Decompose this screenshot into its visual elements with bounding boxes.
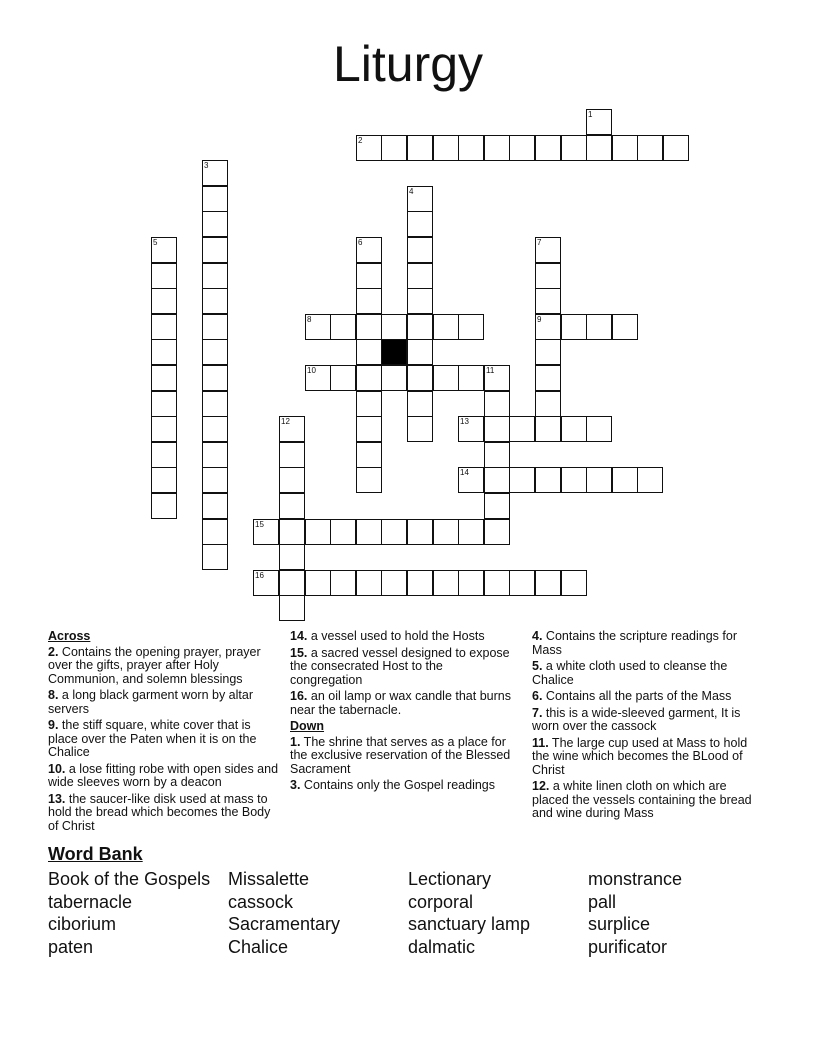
grid-cell[interactable]	[151, 416, 177, 442]
grid-cell[interactable]	[663, 135, 689, 161]
page-title: Liturgy	[332, 36, 484, 92]
grid-cell[interactable]	[458, 467, 484, 493]
clue-text: a vessel used to hold the Hosts	[307, 629, 485, 643]
grid-cell[interactable]	[202, 442, 228, 468]
grid-cell[interactable]	[253, 570, 279, 596]
grid-cell[interactable]	[356, 519, 382, 545]
clue	[48, 793, 280, 834]
clue-number: 5	[153, 238, 158, 247]
word-bank-item: sanctuary lamp	[408, 914, 531, 935]
grid-cell[interactable]	[151, 467, 177, 493]
clue-text: The shrine that serves as a place for the exclusive reservation of the Blessed Sacrament	[290, 734, 511, 776]
grid-cell[interactable]	[381, 570, 407, 596]
grid-cell[interactable]	[202, 493, 228, 519]
clue	[48, 719, 280, 760]
clue-number-label: 1.	[290, 734, 301, 749]
grid-cell[interactable]	[305, 314, 331, 340]
grid-cell[interactable]	[202, 314, 228, 340]
grid-cell[interactable]	[484, 135, 510, 161]
grid-cell[interactable]	[279, 416, 305, 442]
word-bank-item: Sacramentary	[228, 914, 341, 935]
word-bank-item: Chalice	[228, 937, 289, 958]
grid-cell[interactable]	[484, 467, 510, 493]
clue-number: 8	[307, 315, 312, 324]
grid-cell[interactable]	[356, 339, 382, 365]
grid-cell[interactable]	[433, 135, 459, 161]
clue-number-label: 9.	[48, 718, 59, 732]
grid-cell[interactable]	[484, 391, 510, 417]
word-bank-item: cassock	[228, 891, 294, 912]
grid-cell[interactable]	[151, 339, 177, 365]
grid-cell[interactable]	[586, 109, 612, 135]
clue-number: 6	[358, 238, 363, 247]
grid-cell[interactable]	[202, 365, 228, 391]
clue-text: a white linen cloth on which are placed the vessels containing the bread and wine during Mass	[532, 779, 752, 820]
clue-section-header: Down	[290, 719, 325, 733]
grid-cell[interactable]	[535, 365, 561, 391]
clue-text: the stiff square, white cover that is place over the Paten when it is on the Chalice	[48, 718, 257, 759]
grid-cell[interactable]	[330, 570, 356, 596]
grid-cell[interactable]	[356, 365, 382, 391]
grid-cell[interactable]	[561, 135, 587, 161]
grid-cell[interactable]	[433, 314, 459, 340]
grid-cell[interactable]	[535, 416, 561, 442]
word-bank-item: surplice	[588, 914, 651, 935]
clue	[290, 690, 512, 717]
grid-cell[interactable]	[509, 467, 535, 493]
clue-text: a white cloth used to cleanse the Chalice	[532, 659, 728, 687]
grid-cell[interactable]	[151, 288, 177, 314]
grid-cell[interactable]	[458, 314, 484, 340]
grid-cell[interactable]	[381, 365, 407, 391]
grid-cell[interactable]	[433, 519, 459, 545]
grid-cell[interactable]	[535, 339, 561, 365]
grid-cell[interactable]	[484, 365, 510, 391]
clue-number: 14	[460, 468, 469, 477]
clue-text: a sacred vessel designed to expose the consecrated Host to the congregation	[290, 645, 510, 687]
grid-cell[interactable]	[535, 288, 561, 314]
grid-cell[interactable]	[407, 391, 433, 417]
clue-text: the saucer-like disk used at mass to hold the bread which becomes the Body of Christ	[48, 791, 271, 833]
grid-cell[interactable]	[612, 314, 638, 340]
word-bank-item: ciborium	[48, 914, 117, 935]
grid-cell[interactable]	[484, 570, 510, 596]
clue-number: 7	[537, 238, 542, 247]
grid-cell[interactable]	[637, 135, 663, 161]
grid-cell[interactable]	[202, 237, 228, 263]
grid-cell[interactable]	[407, 211, 433, 237]
clue-number-label: 13.	[48, 791, 66, 806]
clue	[290, 736, 512, 777]
grid-cell[interactable]	[535, 135, 561, 161]
grid-cell[interactable]	[202, 544, 228, 570]
clue-text: a lose fitting robe with open sides and wide sleeves worn by a deacon	[48, 761, 279, 789]
grid-cell[interactable]	[151, 237, 177, 263]
grid-cell[interactable]	[356, 442, 382, 468]
grid-cell[interactable]	[484, 442, 510, 468]
clue-number: 3	[204, 161, 209, 170]
grid-cell[interactable]	[561, 416, 587, 442]
grid-cell[interactable]	[407, 288, 433, 314]
grid-cell[interactable]	[356, 288, 382, 314]
grid-cell[interactable]	[561, 314, 587, 340]
clue-section-header: Across	[48, 629, 91, 643]
clue	[290, 779, 512, 793]
shaded-block	[381, 339, 407, 365]
clue	[48, 763, 280, 790]
clue-number-label: 3.	[290, 778, 301, 792]
grid-cell[interactable]	[279, 570, 305, 596]
grid-cell[interactable]	[535, 391, 561, 417]
clue-text: Contains only the Gospel readings	[300, 778, 495, 792]
grid-cell[interactable]	[202, 186, 228, 212]
grid-cell[interactable]	[305, 519, 331, 545]
grid-cell[interactable]	[586, 135, 612, 161]
grid-cell[interactable]	[612, 467, 638, 493]
clue	[290, 630, 512, 644]
word-bank-item: Missalette	[228, 869, 310, 889]
grid-cell[interactable]	[407, 416, 433, 442]
grid-cell[interactable]	[458, 570, 484, 596]
grid-cell[interactable]	[151, 391, 177, 417]
grid-cell[interactable]	[279, 442, 305, 468]
grid-cell[interactable]	[561, 467, 587, 493]
clue-number-label: 8.	[48, 688, 59, 702]
grid-cell[interactable]	[484, 519, 510, 545]
word-bank-item: corporal	[408, 891, 474, 912]
grid-cell[interactable]	[407, 263, 433, 289]
grid-cell[interactable]	[202, 288, 228, 314]
grid-cell[interactable]	[279, 519, 305, 545]
grid-cell[interactable]	[586, 467, 612, 493]
word-bank-item: monstrance	[588, 869, 683, 889]
clue-number: 4	[409, 187, 414, 196]
grid-cell[interactable]	[407, 519, 433, 545]
grid-cell[interactable]	[151, 442, 177, 468]
grid-cell[interactable]	[202, 339, 228, 365]
grid-cell[interactable]	[202, 391, 228, 417]
clue	[290, 647, 512, 688]
clue-number: 1	[588, 110, 593, 119]
grid-cell[interactable]	[509, 416, 535, 442]
grid-cell[interactable]	[330, 365, 356, 391]
grid-cell[interactable]	[586, 314, 612, 340]
clue-text: this is a wide-sleeved garment, It is worn over the cassock	[532, 705, 741, 733]
grid-cell[interactable]	[433, 570, 459, 596]
clue	[532, 690, 758, 704]
grid-cell[interactable]	[458, 135, 484, 161]
grid-cell[interactable]	[202, 263, 228, 289]
grid-cell[interactable]	[381, 519, 407, 545]
grid-cell[interactable]	[279, 595, 305, 621]
grid-cell[interactable]	[356, 416, 382, 442]
clue-number-label: 6.	[532, 689, 543, 703]
clue-number-label: 7.	[532, 705, 543, 720]
clue-text: Contains the opening prayer, prayer over the gifts, prayer after Holy Communion, and solemn blessings	[48, 644, 261, 686]
grid-cell[interactable]	[458, 519, 484, 545]
clue-number-label: 10.	[48, 761, 66, 776]
clues-column-3	[532, 630, 758, 824]
grid-cell[interactable]	[151, 263, 177, 289]
grid-cell[interactable]	[458, 365, 484, 391]
clue	[532, 630, 758, 657]
clue	[532, 707, 758, 734]
clue-number: 13	[460, 417, 469, 426]
grid-cell[interactable]	[509, 570, 535, 596]
clue-number: 15	[255, 520, 264, 529]
clue-number: 11	[486, 366, 495, 375]
grid-cell[interactable]	[407, 314, 433, 340]
clue-number-label: 15.	[290, 645, 308, 660]
grid-cell[interactable]	[407, 135, 433, 161]
grid-cell[interactable]	[330, 519, 356, 545]
grid-cell[interactable]	[279, 467, 305, 493]
clue-number: 10	[307, 366, 316, 375]
grid-cell[interactable]	[535, 314, 561, 340]
clue	[532, 737, 758, 778]
word-bank-item: tabernacle	[48, 891, 133, 912]
grid-cell[interactable]	[407, 570, 433, 596]
grid-cell[interactable]	[381, 314, 407, 340]
grid-cell[interactable]	[535, 570, 561, 596]
grid-cell[interactable]	[279, 493, 305, 519]
clue-number-label: 4.	[532, 629, 543, 643]
grid-cell[interactable]	[305, 365, 331, 391]
clue-text: The large cup used at Mass to hold the wine which becomes the BLood of Christ	[532, 735, 748, 777]
word-bank-item: pall	[588, 891, 617, 912]
grid-cell[interactable]	[407, 237, 433, 263]
clues-column-1	[48, 630, 280, 836]
grid-cell[interactable]	[151, 314, 177, 340]
word-bank-item: Lectionary	[408, 869, 492, 889]
clue	[48, 689, 280, 716]
clue-text: an oil lamp or wax candle that burns near the tabernacle.	[290, 689, 511, 717]
grid-cell[interactable]	[305, 570, 331, 596]
grid-cell[interactable]	[407, 339, 433, 365]
grid-cell[interactable]	[202, 467, 228, 493]
grid-cell[interactable]	[151, 493, 177, 519]
clue-text: Contains the scripture readings for Mass	[532, 629, 737, 657]
clue-number-label: 11.	[532, 735, 549, 750]
clue	[532, 780, 758, 821]
grid-cell[interactable]	[484, 416, 510, 442]
grid-cell[interactable]	[458, 416, 484, 442]
clues-column-2	[290, 630, 512, 796]
grid-cell[interactable]	[202, 211, 228, 237]
clue-number: 9	[537, 315, 542, 324]
word-bank-item: paten	[48, 937, 94, 958]
clue-number: 16	[255, 571, 264, 580]
clue	[532, 660, 758, 687]
grid-cell[interactable]	[561, 570, 587, 596]
grid-cell[interactable]	[407, 186, 433, 212]
clue-number-label: 16.	[290, 689, 308, 703]
clue	[48, 646, 280, 687]
grid-cell[interactable]	[356, 570, 382, 596]
grid-cell[interactable]	[356, 135, 382, 161]
grid-cell[interactable]	[202, 416, 228, 442]
grid-cell[interactable]	[253, 519, 279, 545]
grid-cell[interactable]	[509, 135, 535, 161]
word-bank-item: purificator	[588, 937, 668, 958]
word-bank-title: Word Bank	[48, 844, 143, 864]
grid-cell[interactable]	[330, 314, 356, 340]
grid-cell[interactable]	[356, 263, 382, 289]
grid-cell[interactable]	[356, 237, 382, 263]
grid-cell[interactable]	[202, 160, 228, 186]
grid-cell[interactable]	[356, 467, 382, 493]
grid-cell[interactable]	[535, 237, 561, 263]
grid-cell[interactable]	[356, 314, 382, 340]
grid-cell[interactable]	[586, 416, 612, 442]
grid-cell[interactable]	[535, 467, 561, 493]
clue-number-label: 2.	[48, 644, 59, 659]
clue-number: 12	[281, 417, 290, 426]
word-bank-item: dalmatic	[408, 937, 476, 958]
clue-number-label: 5.	[532, 659, 543, 673]
grid-cell[interactable]	[433, 365, 459, 391]
grid-cell[interactable]	[535, 263, 561, 289]
grid-cell[interactable]	[484, 493, 510, 519]
word-bank-item: Book of the Gospels	[48, 869, 211, 889]
grid-cell[interactable]	[279, 544, 305, 570]
clue-number-label: 14.	[290, 629, 308, 643]
clue-text: a long black garment worn by altar servers	[48, 688, 253, 716]
clue-number-label: 12.	[532, 779, 550, 793]
clue-text: Contains all the parts of the Mass	[542, 689, 732, 703]
grid-cell[interactable]	[612, 135, 638, 161]
clue-number: 2	[358, 136, 363, 145]
grid-cell[interactable]	[637, 467, 663, 493]
grid-cell[interactable]	[356, 391, 382, 417]
grid-cell[interactable]	[151, 365, 177, 391]
grid-cell[interactable]	[407, 365, 433, 391]
grid-cell[interactable]	[381, 135, 407, 161]
grid-cell[interactable]	[202, 519, 228, 545]
